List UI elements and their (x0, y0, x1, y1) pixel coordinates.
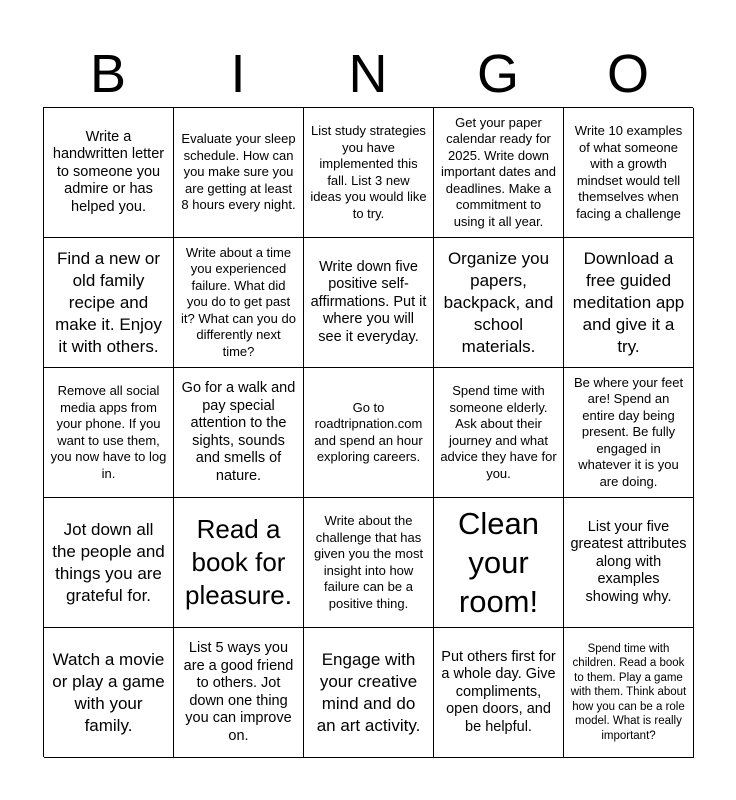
cell-text: Go to roadtripnation.com and spend an hour exploring careers. (314, 399, 423, 464)
cell-text: Spend time with children. Read a book to them. Play a game with them. Think about how you can be a role model. What is really important? (570, 642, 687, 742)
cell-text: Jot down all the people and things you are grateful for. (52, 519, 165, 605)
cell-text: Clean your room! (458, 506, 539, 619)
header-letter-b: B (89, 44, 127, 104)
cell-text: Download a free guided meditation app and give it a try. (572, 248, 685, 356)
bingo-cell (564, 238, 694, 368)
bingo-grid (43, 107, 693, 757)
cell-text: Go for a walk and pay special attention to the sights, sounds and smells of nature. (181, 380, 296, 484)
cell-text: Write 10 examples of what someone with a growth mindset would tell themselves when facing a challenge (574, 123, 683, 221)
cell-text: List your five greatest attributes along with examples showing why. (570, 518, 687, 605)
cell-text: Watch a movie or play a game with your family. (52, 649, 165, 735)
cell-text: Write a handwritten letter to someone you admire or has helped you. (52, 128, 165, 215)
bingo-cell (304, 238, 434, 368)
bingo-cell (434, 368, 564, 498)
cell-text: Put others first for a whole day. Give compliments, open doors, and be helpful. (441, 648, 556, 735)
bingo-cell (434, 108, 564, 238)
bingo-cell (564, 108, 694, 238)
header-letter-i: I (230, 44, 246, 104)
cell-text: Find a new or old family recipe and make it. Enjoy it with others. (55, 248, 162, 356)
bingo-cell (174, 108, 304, 238)
bingo-cell (174, 368, 304, 498)
bingo-cell (174, 238, 304, 368)
cell-text: Write about a time you experienced failure. What did you do to get past it? What can you do differently next time? (181, 244, 296, 359)
bingo-cell (44, 368, 174, 498)
bingo-cell (304, 108, 434, 238)
cell-text: Write down five positive self-affirmations. Put it where you will see it everyday. (310, 258, 427, 345)
bingo-cell (44, 238, 174, 368)
bingo-cell (434, 238, 564, 368)
cell-text: Get your paper calendar ready for 2025. Write down important dates and deadlines. Make a commitment to using it all year. (441, 114, 556, 229)
cell-text: Organize you papers, backpack, and school materials. (443, 248, 554, 356)
bingo-cell (44, 628, 174, 758)
cell-text: Write about the challenge that has given you the most insight into how failure can be a positive thing. (313, 513, 424, 611)
bingo-cell (304, 498, 434, 628)
bingo-cell (174, 628, 304, 758)
bingo-cell (564, 368, 694, 498)
bingo-cell (304, 628, 434, 758)
cell-text: Be where your feet are! Spend an entire day being present. Be fully engaged in whatever it is you are doing. (573, 374, 684, 489)
bingo-cell (304, 368, 434, 498)
header-letter-g: G (476, 44, 519, 104)
header-letter-n: N (348, 44, 388, 104)
bingo-cell (174, 498, 304, 628)
cell-text: List study strategies you have implemented this fall. List 3 new ideas you would like to try. (310, 123, 427, 221)
cell-text: Spend time with someone elderly. Ask about their journey and what advice they have for you. (440, 383, 557, 481)
cell-text: List 5 ways you are a good friend to others. Jot down one thing you can improve on. (183, 640, 294, 744)
bingo-cell (564, 498, 694, 628)
bingo-cell (434, 628, 564, 758)
bingo-cell (564, 628, 694, 758)
cell-text: Engage with your creative mind and do an art activity. (316, 649, 421, 735)
bingo-header (43, 40, 693, 108)
cell-text: Evaluate your sleep schedule. How can you make sure you are getting at least 8 hours every night. (181, 131, 296, 213)
cell-text: Remove all social media apps from your phone. If you want to use them, you now have to log in. (50, 383, 167, 481)
cell-text: Read a book for pleasure. (185, 514, 292, 610)
bingo-cell (44, 108, 174, 238)
bingo-cell (434, 498, 564, 628)
bingo-cell (44, 498, 174, 628)
header-letter-o: O (606, 44, 649, 104)
